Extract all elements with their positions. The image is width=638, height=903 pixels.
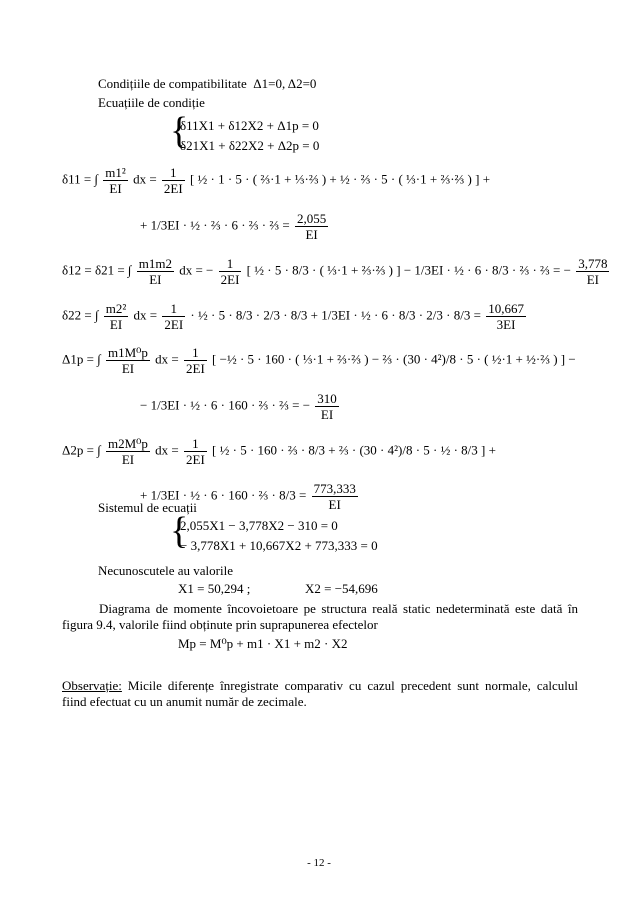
system-heading: Sistemul de ecuații [98, 500, 197, 515]
moment-formula: Mp = M⁰p + m1 · X1 + m2 · X2 [178, 636, 348, 651]
observation-text: Micile diferențe înregistrate comparativ cu cazul precedent sunt normale, calculul fiind efectuat cu un anumit număr de zecimale. [62, 678, 578, 709]
delta-12-equation: δ12 = δ21 = ∫ $\frac{m1m2}{EI}$ dx = − $\frac{1}{2EI}$ [ ½ · 5 · 8/3 · ( ⅓·1 + ⅔·⅔ ) ] − 1/3EI · ½ · 6 · 8/3 · ⅔ · ⅔ = − $\frac{3,778}{EI}$ [62, 256, 608, 287]
delta-11-equation: δ11 = ∫ $\frac{\text{m1²}}{EI}$ dx = $\frac{1}{2EI}$ [ ½ · 1 · 5 · ( ⅔·1 + ⅓·⅔ ) + ½ · ⅔ · 5 · ( ⅓·1 + ⅔·⅔ ) ] + [62, 165, 491, 196]
condition-eq-1: δ11X1 + δ12X2 + Δ1p = 0 [180, 118, 319, 133]
delta-1p-equation: Δ1p = ∫ $\frac{\text{m1M⁰p}}{EI}$ dx = $\frac{1}{2EI}$ [ −½ · 5 · 160 · ( ⅓·1 + ⅔·⅔ ) − ⅔ · (30 · 4²)/8 · 5 · ( ½·1 + ½·⅔ ) ] − [62, 345, 576, 376]
unknown-x2: X2 = −54,696 [305, 581, 378, 596]
system-eq-1: 2,055X1 − 3,778X2 − 310 = 0 [180, 518, 338, 533]
diagram-paragraph: Diagrama de momente încovoietoare pe structura reală static nedeterminată este dată în figura 9.4, valorile fiind obținute prin suprapunerea efectelor [62, 601, 578, 632]
delta-11-continued: + 1/3EI · ½ · ⅔ · 6 · ⅔ · ⅔ = $\frac{2,055}{EI}$ [140, 211, 327, 242]
system-eq-2: − 3,778X1 + 10,667X2 + 773,333 = 0 [180, 538, 378, 553]
delta-1p-continued: − 1/3EI · ½ · 6 · 160 · ⅔ · ⅔ = − $\frac{310}{EI}$ [140, 391, 337, 422]
unknowns-heading: Necunoscutele au valorile [98, 563, 233, 578]
compat-line: Condițiile de compatibilitate Δ1=0, Δ2=0 [98, 76, 317, 91]
page-number: - 12 - [307, 857, 331, 869]
condition-eq-2: δ21X1 + δ22X2 + Δ2p = 0 [180, 138, 320, 153]
condition-equations: { δ11X1 + δ12X2 + Δ1p = 0 δ21X1 + δ22X2 + Δ2p = 0 [170, 110, 320, 153]
delta-2p-equation: Δ2p = ∫ $\frac{\text{m2M⁰p}}{EI}$ dx = $\frac{1}{2EI}$ [ ½ · 5 · 160 · ⅔ · 8/3 + ⅔ · (30 · 4²)/8 · 5 · ½ · 8/3 ] + [62, 436, 496, 467]
delta-22-equation: δ22 = ∫ $\frac{\text{m2²}}{EI}$ dx = $\frac{1}{2EI}$ · ½ · 5 · 8/3 · 2/3 · 8/3 + 1/3EI · ½ · 6 · 8/3 · 2/3 · 8/3 = $\frac{10,667}{3EI}$ [62, 301, 524, 332]
eq-heading: Ecuațiile de condiție [98, 95, 205, 110]
delta-2p-continued: + 1/3EI · ½ · 6 · 160 · ⅔ · 8/3 = $\frac{773,333}{EI}$ [140, 481, 356, 512]
equation-system: { 2,055X1 − 3,778X2 − 310 = 0 − 3,778X1 + 10,667X2 + 773,333 = 0 [170, 510, 378, 553]
unknown-x1: X1 = 50,294 ; [178, 581, 251, 596]
observation-label: Observație: [62, 678, 122, 693]
observation-paragraph [62, 678, 578, 710]
